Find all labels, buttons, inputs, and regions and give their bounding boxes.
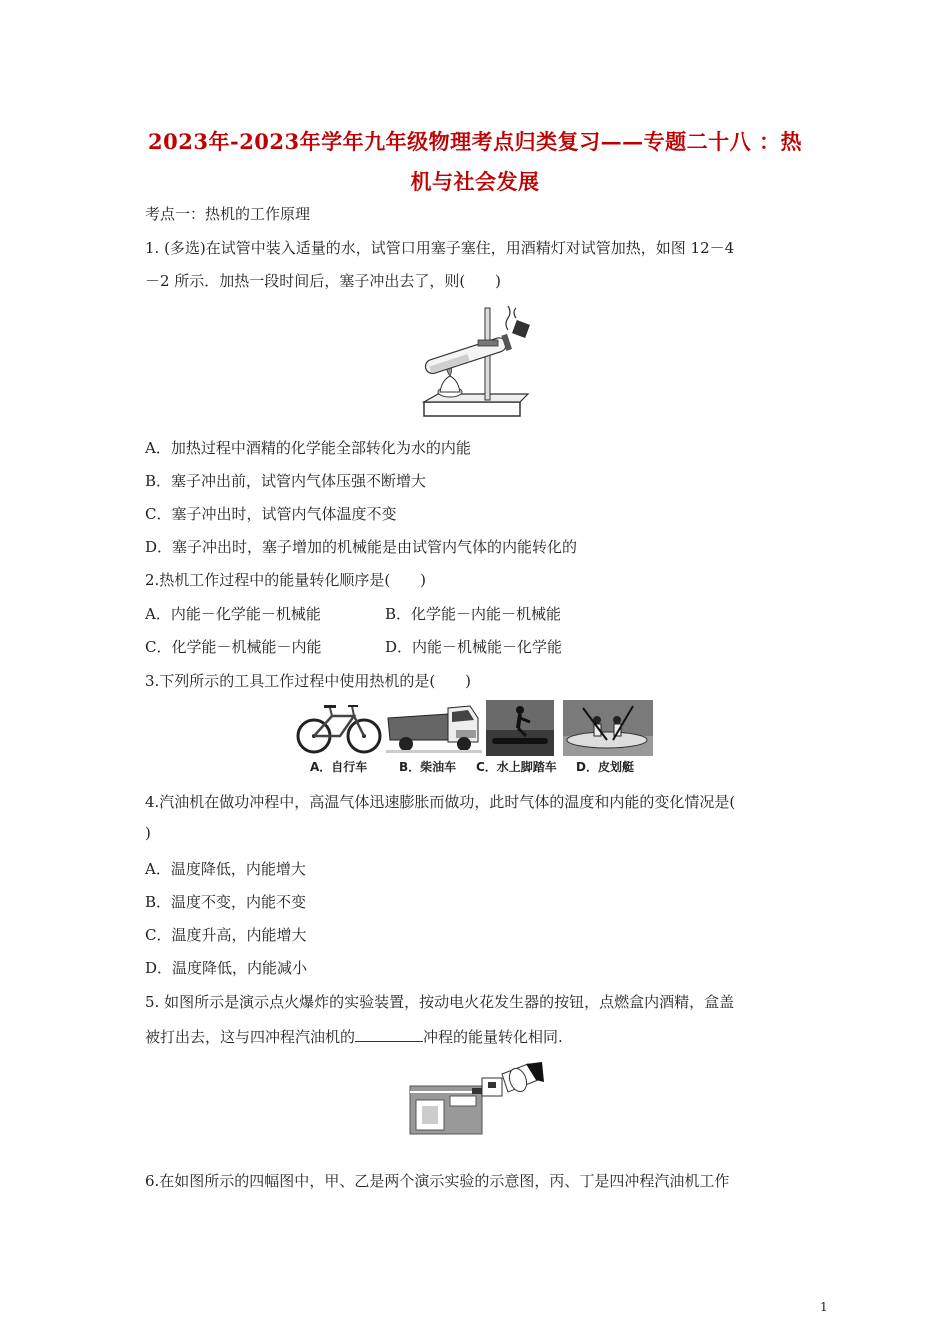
diesel-truck-image <box>386 700 482 756</box>
q1-option-d: D．塞子冲出时，塞子增加的机械能是由试管内气体的内能转化的 <box>145 538 578 556</box>
test-tube-apparatus-figure <box>418 300 532 424</box>
title-line-1: 2023年-2023年学年九年级物理考点归类复习——专题二十八 ：热 <box>148 129 802 154</box>
ignition-explosion-apparatus-figure <box>408 1060 546 1136</box>
q3-caption-a: A．自行车 <box>310 760 368 774</box>
q1-option-b: B．塞子冲出前，试管内气体压强不断增大 <box>145 472 427 490</box>
q4-option-b: B．温度不变，内能不变 <box>145 893 307 911</box>
q4-stem-line1: 4.汽油机在做功冲程中，高温气体迅速膨胀而做功，此时气体的温度和内能的变化情况是( <box>145 793 736 811</box>
q5-stem-line1: 5. 如图所示是演示点火爆炸的实验装置，按动电火花发生器的按钮，点燃盒内酒精，盒盖 <box>145 993 735 1011</box>
q1-option-c: C．塞子冲出时，试管内气体温度不变 <box>145 505 397 523</box>
q2-option-b: B．化学能－内能－机械能 <box>385 605 562 623</box>
q3-stem: 3.下列所示的工具工作过程中使用热机的是( ) <box>145 672 472 690</box>
q5-answer-blank[interactable] <box>355 1027 423 1042</box>
q2-option-d: D．内能－机械能－化学能 <box>385 638 563 656</box>
q4-option-d: D．温度降低，内能减小 <box>145 959 308 977</box>
q4-option-c: C．温度升高，内能增大 <box>145 926 307 944</box>
q5-stem-line2-pre: 被打出去，这与四冲程汽油机的 <box>145 1028 356 1046</box>
q5-stem-line2 <box>145 1026 563 1047</box>
section-heading: 考点一：热机的工作原理 <box>145 205 311 223</box>
q4-option-a: A．温度降低，内能增大 <box>145 860 306 878</box>
page-number: 1 <box>820 1300 828 1314</box>
water-pedal-bike-image <box>486 700 554 756</box>
q1-stem-line1: 1. (多选)在试管中装入适量的水，试管口用塞子塞住，用酒精灯对试管加热，如图 12－4 <box>145 239 735 257</box>
q3-caption-d: D．皮划艇 <box>576 760 634 774</box>
q6-stem-line1: 6.在如图所示的四幅图中，甲、乙是两个演示实验的示意图，丙、丁是四冲程汽油机工作 <box>145 1172 730 1190</box>
q3-caption-b: B．柴油车 <box>399 760 457 774</box>
title-line-2: 机与社会发展 <box>410 169 540 194</box>
q2-option-c: C．化学能－机械能－内能 <box>145 638 322 656</box>
q4-stem-line2: ) <box>145 824 151 842</box>
q1-stem-line2: －2 所示．加热一段时间后，塞子冲出去了，则( ) <box>145 272 502 290</box>
q3-caption-c: C．水上脚踏车 <box>476 760 557 774</box>
kayak-image <box>563 700 653 756</box>
document-title <box>140 122 810 202</box>
q1-option-a: A．加热过程中酒精的化学能全部转化为水的内能 <box>145 439 471 457</box>
q2-stem: 2.热机工作过程中的能量转化顺序是( ) <box>145 571 427 589</box>
q2-option-a: A．内能－化学能－机械能 <box>145 605 321 623</box>
bicycle-image <box>296 700 382 756</box>
q5-stem-line2-post: 冲程的能量转化相同. <box>423 1028 563 1046</box>
